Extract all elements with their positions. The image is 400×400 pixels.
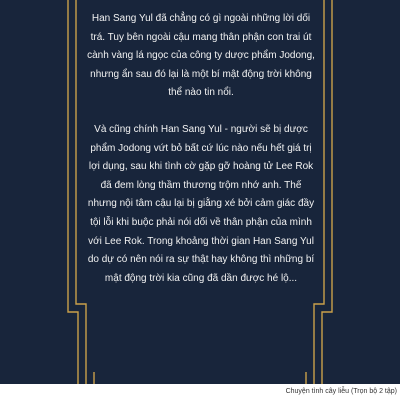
outer-frame-right: [322, 0, 332, 386]
inner-frame-left: [76, 0, 86, 386]
synopsis-text: [86, 10, 316, 288]
outer-frame-left: [68, 0, 78, 386]
synopsis-paragraph-1: Han Sang Yul đã chẳng có gì ngoài những lời dối trá. Tuy bên ngoài cậu mang thân phận con trai út cành vàng lá ngọc của công ty dược phẩm Jodong, nhưng ẩn sau đó lại là một bí mật động trời không thể nào tin nổi.: [87, 13, 315, 99]
synopsis-paragraph-2: Và cũng chính Han Sang Yul - người sẽ bị dược phẩm Jodong vứt bỏ bất cứ lúc nào nếu hết giá trị lợi dụng, sau khi tình cờ gặp gỡ hoàng tử Lee Rok đã đem lòng thầm thương trộm nhớ anh. Thế nhưng nội tâm cậu lại bị giằng xé bởi cảm giác đầy tội lỗi khi buộc phải nói dối về thân phận của mình với Lee Rok. Trong khoảng thời gian Han Sang Yul do dự có nên nói ra sự thật hay không thì những bí mật động trời kia cũng đã dần được hé lộ...: [87, 123, 315, 284]
series-label: Chuyện tình cây liễu (Trọn bộ 2 tập): [285, 388, 397, 395]
